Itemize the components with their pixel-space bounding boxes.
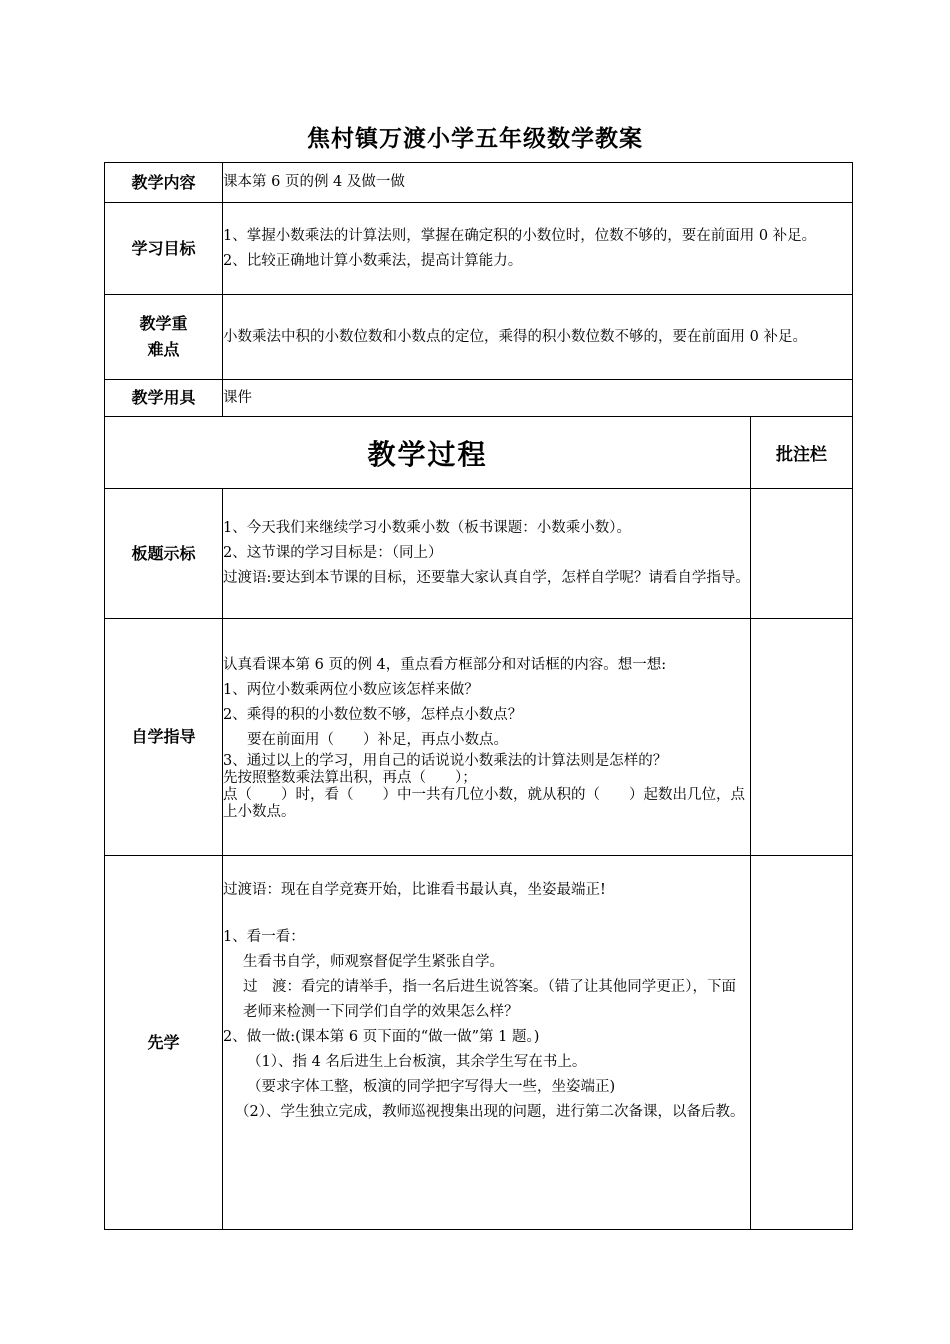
prestudy-line-1: 过渡语：现在自学竞赛开始，比谁看书最认真，坐姿最端正! — [223, 882, 606, 898]
key-points-text: 小数乘法中积的小数位数和小数点的定位，乘得的积小数位数不够的，要在前面用 0 补足。 — [223, 295, 853, 380]
prestudy-line-3: 生看书自学，师观察督促学生紧张自学。 — [243, 954, 504, 970]
board-line-3: 过渡语:要达到本节课的目标，还要靠大家认真自学，怎样自学呢？请看自学指导。 — [223, 570, 750, 586]
row-board-title — [105, 489, 853, 619]
board-line-2: 2、这节课的学习目标是：（同上） — [223, 545, 443, 561]
label-learning-goals: 学习目标 — [105, 203, 223, 295]
board-line-1: 1、今天我们来继续学习小数乘小数（板书课题：小数乘小数）。 — [223, 520, 631, 536]
learning-goals-text — [223, 203, 853, 295]
guide-line-2: 1、两位小数乘两位小数应该怎样来做？ — [223, 682, 479, 698]
goal-line-1: 1、掌握小数乘法的计算法则，掌握在确定积的小数位时，位数不够的，要在前面用 0 补足。 — [223, 227, 817, 244]
label-pre-study: 先学 — [105, 856, 223, 1230]
label-teaching-content: 教学内容 — [105, 163, 223, 203]
row-process-header — [105, 417, 853, 489]
goal-line-2: 2、比较正确地计算小数乘法，提高计算能力。 — [223, 252, 523, 269]
prestudy-line-8: （2）、学生独立完成，教师巡视搜集出现的问题，进行第二次备课，以备后教。 — [235, 1104, 745, 1120]
row-key-points — [105, 295, 853, 380]
guide-line-6: 先按照整数乘法算出积，再点（ ）； — [223, 770, 477, 786]
label-key-points — [105, 295, 223, 380]
lesson-plan-table — [104, 162, 853, 1230]
process-heading: 教学过程 — [105, 417, 751, 489]
prestudy-line-7: （要求字体工整，板演的同学把字写得大一些，坐姿端正) — [247, 1079, 616, 1095]
guide-line-3: 2、乘得的积的小数位数不够，怎样点小数点？ — [223, 707, 523, 723]
guide-annotation-cell — [751, 619, 853, 856]
guide-line-5: 3、通过以上的学习，用自己的话说说小数乘法的计算法则是怎样的？ — [223, 753, 668, 769]
prestudy-line-5: 2、做一做:(课本第 6 页下面的“做一做”第 1 题。) — [223, 1029, 540, 1045]
board-title-text — [223, 489, 751, 619]
row-teaching-content — [105, 163, 853, 203]
label-self-study-guide: 自学指导 — [105, 619, 223, 856]
guide-line-1: 认真看课本第 6 页的例 4，重点看方框部分和对话框的内容。想一想: — [223, 657, 667, 673]
document-title: 焦村镇万渡小学五年级数学教案 — [307, 126, 643, 152]
prestudy-line-6: （1）、指 4 名后进生上台板演，其余学生写在书上。 — [247, 1054, 587, 1070]
pre-study-text — [223, 856, 751, 1230]
guide-line-4: 要在前面用（ ）补足，再点小数点。 — [247, 732, 508, 748]
label-teaching-tools: 教学用具 — [105, 380, 223, 417]
prestudy-line-4: 过 渡：看完的请举手，指一名后进生说答案。（错了让其他同学更正），下面老师来检测一下同学们自学的效果怎么样？ — [243, 979, 736, 1020]
teaching-content-text: 课本第 6 页的例 4 及做一做 — [223, 163, 853, 203]
row-teaching-tools — [105, 380, 853, 417]
annotation-heading: 批注栏 — [751, 417, 853, 489]
row-self-study-guide — [105, 619, 853, 856]
self-study-guide-text — [223, 619, 751, 856]
prestudy-line-2: 1、看一看： — [223, 929, 305, 945]
label-board-title: 板题示标 — [105, 489, 223, 619]
prestudy-annotation-cell — [751, 856, 853, 1230]
key-points-label-line-2: 难点 — [147, 340, 180, 359]
board-annotation-cell — [751, 489, 853, 619]
teaching-tools-text: 课件 — [223, 380, 853, 417]
key-points-label-line-1: 教学重 — [139, 314, 188, 333]
guide-line-7: 点（ ）时，看（ ）中一共有几位小数，就从积的（ ）起数出几位，点上小数点。 — [223, 787, 745, 820]
row-learning-goals — [105, 203, 853, 295]
row-pre-study — [105, 856, 853, 1230]
